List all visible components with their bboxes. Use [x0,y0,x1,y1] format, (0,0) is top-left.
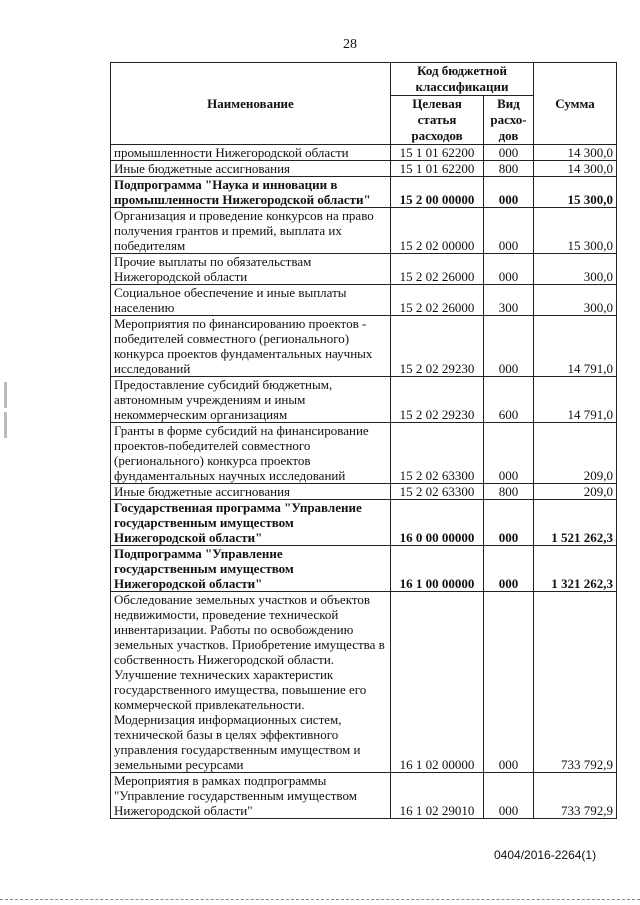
row-sum-cell: 209,0 [534,484,617,500]
row-type-cell: 000 [484,254,534,285]
row-type-cell: 000 [484,208,534,254]
row-name-cell: Организация и проведение конкурсов на право получения грантов и премий, выплата их победителям [111,208,391,254]
row-type-cell: 000 [484,177,534,208]
row-target-cell: 16 1 00 00000 [391,546,484,592]
row-type-cell: 000 [484,316,534,377]
table-row [111,484,617,500]
row-sum-cell: 14 791,0 [534,377,617,423]
row-type-cell: 000 [484,500,534,546]
row-target-cell: 15 2 02 63300 [391,423,484,484]
row-target-cell: 15 1 01 62200 [391,161,484,177]
table-row [111,316,617,377]
row-target-cell: 15 2 00 00000 [391,177,484,208]
row-name-cell: Государственная программа "Управление государственным имуществом Нижегородской области" [111,500,391,546]
row-sum-cell: 15 300,0 [534,208,617,254]
row-target-cell: 15 2 02 00000 [391,208,484,254]
page-edge-line [0,899,640,901]
column-header-type: Вид расхо-дов [484,96,534,145]
table-row [111,423,617,484]
row-sum-cell: 733 792,9 [534,773,617,819]
table-row [111,254,617,285]
row-target-cell: 15 2 02 29230 [391,316,484,377]
row-target-cell: 15 2 02 26000 [391,254,484,285]
row-type-cell: 800 [484,484,534,500]
document-code: 0404/2016-2264(1) [494,848,597,862]
table-row [111,500,617,546]
row-name-cell: Мероприятия в рамках подпрограммы "Управление государственным имуществом Нижегородской области" [111,773,391,819]
row-type-cell: 000 [484,546,534,592]
scan-mark [4,412,7,438]
budget-table [110,62,617,819]
table-row [111,546,617,592]
row-sum-cell: 209,0 [534,423,617,484]
row-name-cell: Социальное обеспечение и иные выплаты населению [111,285,391,316]
row-target-cell: 15 2 02 26000 [391,285,484,316]
row-target-cell: 15 1 01 62200 [391,145,484,161]
table-row [111,773,617,819]
row-name-cell: Иные бюджетные ассигнования [111,161,391,177]
row-name-cell: Прочие выплаты по обязательствам Нижегородской области [111,254,391,285]
row-name-cell: Подпрограмма "Управление государственным имуществом Нижегородской области" [111,546,391,592]
row-sum-cell: 14 791,0 [534,316,617,377]
row-sum-cell: 14 300,0 [534,145,617,161]
row-sum-cell: 14 300,0 [534,161,617,177]
table-row [111,145,617,161]
row-type-cell: 300 [484,285,534,316]
table-row [111,285,617,316]
row-type-cell: 800 [484,161,534,177]
column-header-sum: Сумма [534,63,617,145]
row-target-cell: 16 1 02 29010 [391,773,484,819]
row-sum-cell: 1 521 262,3 [534,500,617,546]
row-name-cell: Подпрограмма "Наука и инновации в промышленности Нижегородской области" [111,177,391,208]
row-target-cell: 16 1 02 00000 [391,592,484,773]
table-row [111,592,617,773]
row-type-cell: 000 [484,145,534,161]
table-row [111,377,617,423]
table-body [111,145,617,819]
column-header-target: Целевая статья расходов [391,96,484,145]
row-name-cell: Обследование земельных участков и объектов недвижимости, проведение технической инвентаризации. Работы по освобождению земельных участков. Приобретение имущества в собственность Нижегородской области. Улучшение технических характеристик государственного имущества, повышение его коммерческой привлекательности. Модернизация информационных систем, технической базы в целях эффективного управления государственным имуществом и земельными ресурсами [111,592,391,773]
page-number: 28 [343,37,357,52]
row-type-cell: 000 [484,423,534,484]
row-target-cell: 15 2 02 29230 [391,377,484,423]
column-header-name: Наименование [111,63,391,145]
table-row [111,177,617,208]
row-target-cell: 15 2 02 63300 [391,484,484,500]
row-type-cell: 000 [484,773,534,819]
row-name-cell: Гранты в форме субсидий на финансирование проектов-победителей совместного (регионального) конкурса проектов фундаментальных научных исследований [111,423,391,484]
row-sum-cell: 300,0 [534,254,617,285]
row-name-cell: Мероприятия по финансированию проектов - победителей совместного (регионального) конкурса проектов фундаментальных научных исследований [111,316,391,377]
column-header-code-group: Код бюджетной классификации [391,63,534,96]
table-row [111,161,617,177]
row-type-cell: 000 [484,592,534,773]
row-sum-cell: 733 792,9 [534,592,617,773]
row-type-cell: 600 [484,377,534,423]
row-name-cell: Иные бюджетные ассигнования [111,484,391,500]
row-name-cell: промышленности Нижегородской области [111,145,391,161]
row-name-cell: Предоставление субсидий бюджетным, автономным учреждениям и иным некоммерческим организациям [111,377,391,423]
row-sum-cell: 1 321 262,3 [534,546,617,592]
scan-mark [4,382,7,408]
table-header [111,63,617,145]
row-sum-cell: 15 300,0 [534,177,617,208]
row-target-cell: 16 0 00 00000 [391,500,484,546]
row-sum-cell: 300,0 [534,285,617,316]
table-row [111,208,617,254]
